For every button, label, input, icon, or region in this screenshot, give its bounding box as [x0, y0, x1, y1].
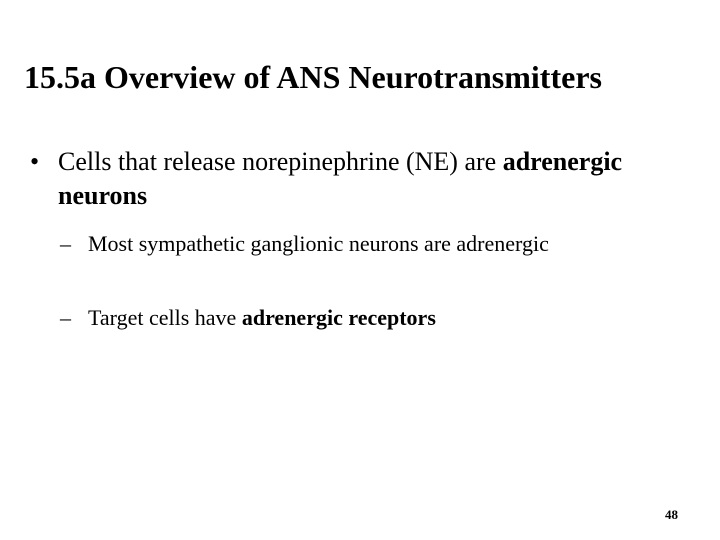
bullet-bold-term: adrenergic neurons [58, 147, 623, 210]
subbullet-text: Most sympathetic ganglionic neurons are adrenergic [88, 231, 549, 256]
page-number: 48 [665, 507, 678, 522]
bullet-text: Cells that release norepinephrine (NE) are [58, 147, 503, 176]
bullet-item [30, 145, 690, 213]
subbullet-item [60, 229, 680, 258]
subbullet-bold-term: adrenergic receptors [241, 305, 436, 330]
subbullet-marker: – [60, 231, 71, 256]
slide-title: 15.5a Overview of ANS Neurotransmitters [24, 59, 602, 95]
subbullet-text: Target cells have [88, 305, 242, 330]
subbullet-marker: – [60, 305, 71, 330]
subbullet-item [60, 303, 680, 332]
subbullet-text-wrap [88, 303, 680, 332]
bullet-text-wrap [58, 145, 690, 213]
bullet-marker: • [30, 147, 40, 176]
